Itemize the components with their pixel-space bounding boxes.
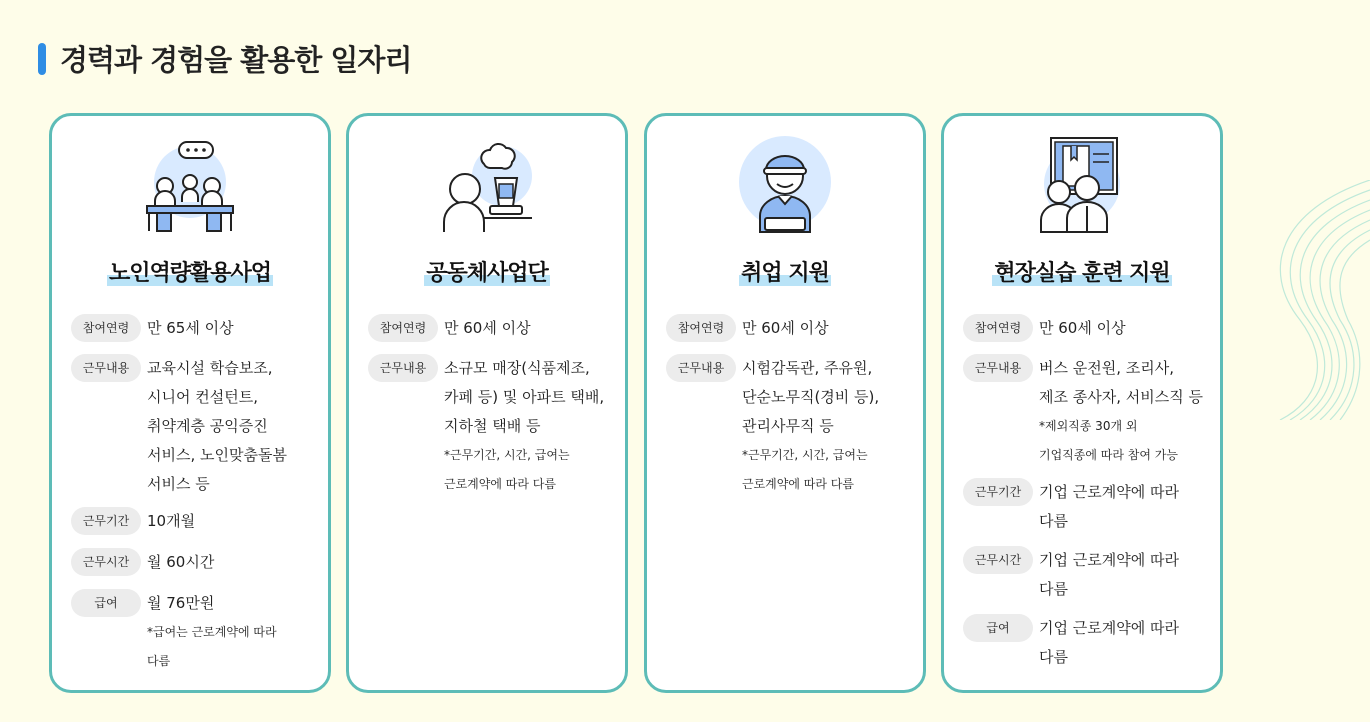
page-title: 경력과 경험을 활용한 일자리: [60, 43, 412, 77]
label-pill: 참여연령: [963, 314, 1033, 342]
row-value: 만 60세 이상: [742, 319, 829, 337]
row-value: 카페 등) 및 아파트 택배,: [444, 388, 605, 406]
row-note: *근무기간, 시간, 급여는: [742, 448, 868, 462]
label-pill: 근무시간: [963, 546, 1033, 574]
label-pill: 근무기간: [71, 507, 141, 535]
card-title: 취업 지원: [741, 261, 829, 286]
row-value: 단순노무직(경비 등),: [742, 388, 880, 406]
row-value: 시험감독관, 주유원,: [742, 359, 873, 377]
row-value: 만 60세 이상: [444, 319, 531, 337]
meeting-people-icon: [135, 134, 245, 234]
decorative-curves: [1240, 180, 1370, 420]
label-pill: 근무시간: [71, 548, 141, 576]
worker-cap-icon: [730, 134, 840, 234]
card-title: 현장실습 훈련 지원: [994, 261, 1170, 286]
card-title: 노인역량활용사업: [108, 261, 272, 286]
card-info: [71, 314, 318, 676]
row-value: 다름: [1039, 648, 1068, 666]
row-hours: [963, 546, 1210, 604]
row-value: 취약계층 공익증진: [147, 417, 268, 435]
row-value: 다름: [1039, 512, 1068, 530]
row-age: [666, 314, 913, 343]
row-period: [963, 478, 1210, 536]
label-pill: 참여연령: [666, 314, 736, 342]
training-book-icon: [1027, 134, 1137, 234]
row-value: 월 76만원: [147, 594, 215, 612]
row-note: *제외직종 30개 외: [1039, 419, 1138, 433]
row-value: 관리사무직 등: [742, 417, 834, 435]
section-heading: [38, 38, 411, 79]
card-info: [666, 314, 913, 499]
card-info: [963, 314, 1210, 672]
card-community-business: [346, 113, 628, 693]
row-work-content: [963, 354, 1210, 470]
heading-accent-bar: [38, 43, 46, 75]
card-senior-capacity: [49, 113, 331, 693]
label-pill: 근무내용: [963, 354, 1033, 382]
label-pill: 급여: [963, 614, 1033, 642]
row-age: [368, 314, 615, 343]
row-value: 월 60시간: [147, 553, 215, 571]
card-field-training: [941, 113, 1223, 693]
row-value: 만 65세 이상: [147, 319, 234, 337]
row-pay: [71, 589, 318, 676]
row-work-content: [666, 354, 913, 499]
row-value: 서비스, 노인맞춤돌봄: [147, 446, 287, 464]
label-pill: 참여연령: [368, 314, 438, 342]
label-pill: 급여: [71, 589, 141, 617]
row-note: *근무기간, 시간, 급여는: [444, 448, 570, 462]
row-note: *급여는 근로계약에 따라: [147, 625, 277, 639]
card-title: 공동체사업단: [426, 261, 548, 286]
row-value: 소규모 매장(식품제조,: [444, 359, 590, 377]
label-pill: 근무내용: [666, 354, 736, 382]
row-value: 시니어 컨설턴트,: [147, 388, 258, 406]
row-value: 기업 근로계약에 따라: [1039, 483, 1179, 501]
row-note: 다름: [147, 654, 171, 668]
row-note: 기업직종에 따라 참여 가능: [1039, 448, 1178, 462]
card-employment-support: [644, 113, 926, 693]
row-value: 다름: [1039, 580, 1068, 598]
row-work-content: [71, 354, 318, 499]
label-pill: 근무내용: [71, 354, 141, 382]
label-pill: 근무기간: [963, 478, 1033, 506]
row-value: 교육시설 학습보조,: [147, 359, 273, 377]
label-pill: 참여연령: [71, 314, 141, 342]
row-value: 기업 근로계약에 따라: [1039, 619, 1179, 637]
row-value: 제조 종사자, 서비스직 등: [1039, 388, 1203, 406]
row-value: 서비스 등: [147, 475, 210, 493]
cafe-worker-icon: [432, 134, 542, 234]
row-value: 만 60세 이상: [1039, 319, 1126, 337]
row-value: 10개월: [147, 512, 196, 530]
card-info: [368, 314, 615, 499]
row-age: [963, 314, 1210, 343]
row-hours: [71, 548, 318, 577]
row-value: 지하철 택배 등: [444, 417, 541, 435]
row-note: 근로계약에 따라 다름: [444, 477, 556, 491]
row-note: 근로계약에 따라 다름: [742, 477, 854, 491]
row-pay: [963, 614, 1210, 672]
row-value: 버스 운전원, 조리사,: [1039, 359, 1174, 377]
label-pill: 근무내용: [368, 354, 438, 382]
row-value: 기업 근로계약에 따라: [1039, 551, 1179, 569]
row-work-content: [368, 354, 615, 499]
row-age: [71, 314, 318, 343]
row-period: [71, 507, 318, 536]
